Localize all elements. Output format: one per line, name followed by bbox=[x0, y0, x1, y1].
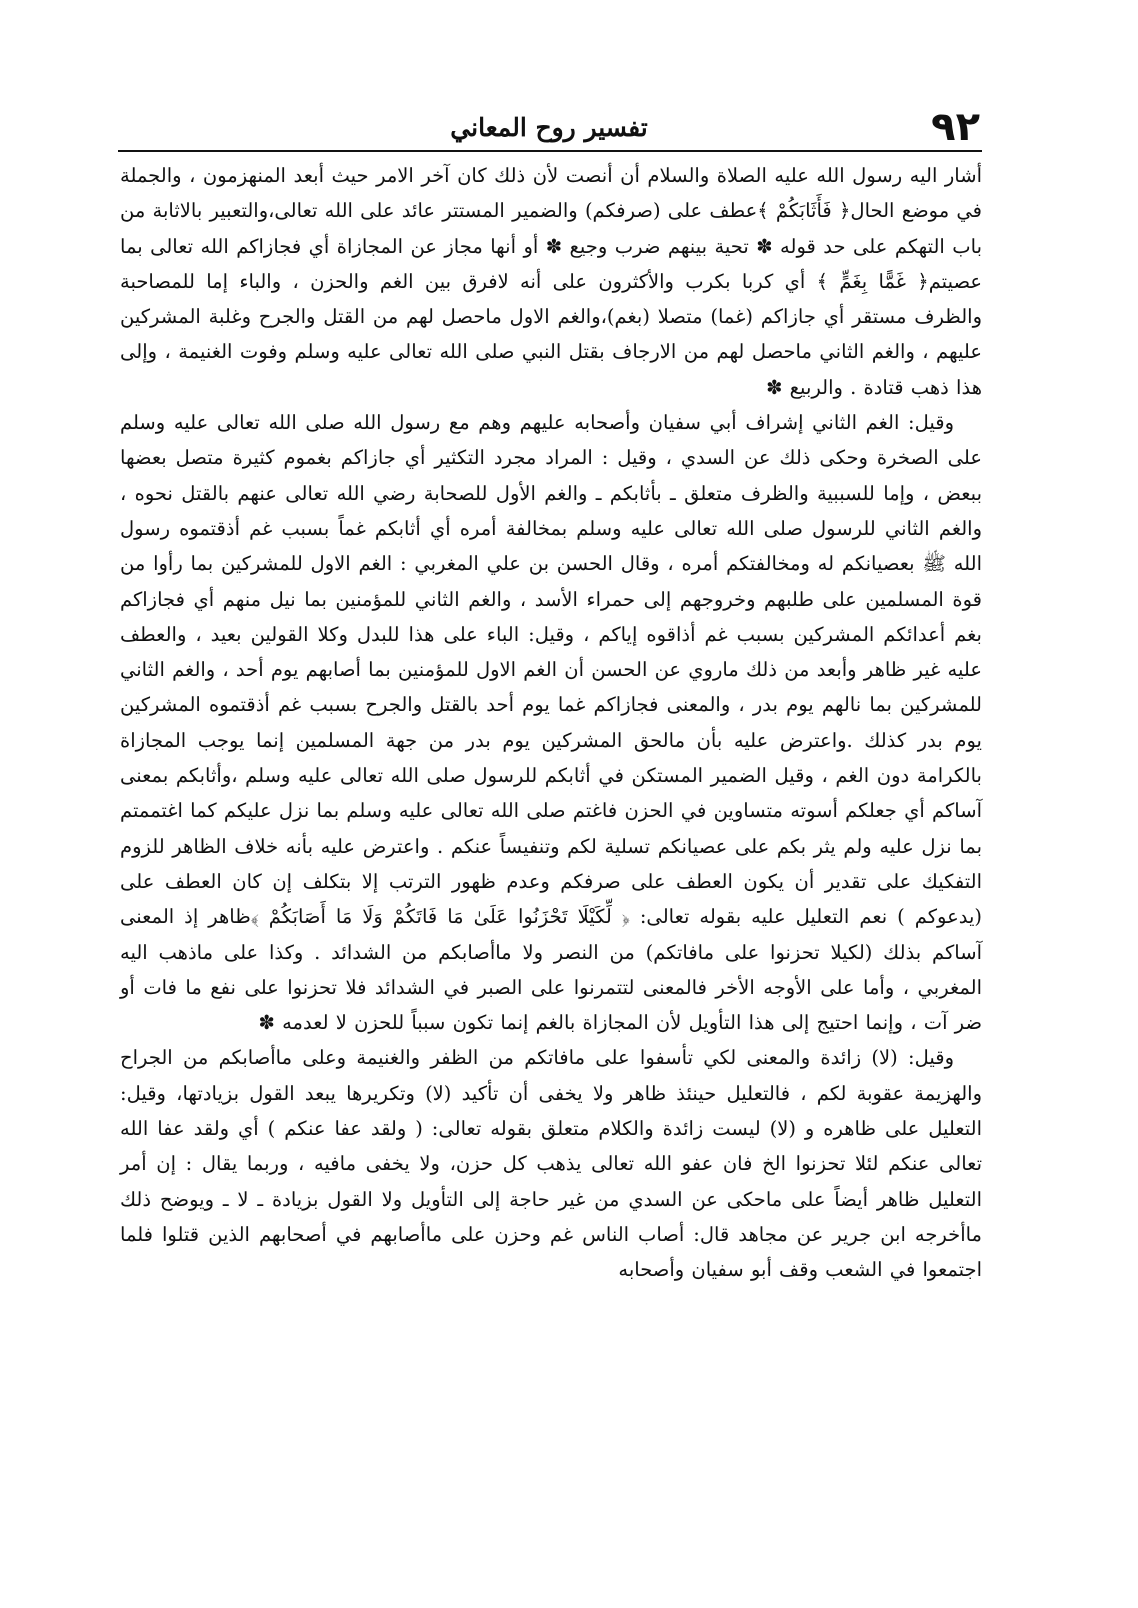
body-text bbox=[120, 158, 982, 1288]
page-number: ٩٢ bbox=[931, 104, 980, 150]
paragraph-2: وقيل: الغم الثاني إشراف أبي سفيان وأصحابه عليهم وهم مع رسول الله صلى الله تعالى عليه وسلم على الصخرة وحكى ذلك عن السدي ، وقيل : المراد مجرد التكثير أي جازاكم بغموم كثيرة متصل بعضها ببعض ، وإما للسببية والظرف متعلق ـ بأثابكم ـ والغم الأول للصحابة رضي الله تعالى عنهم بالقتل نحوه ، والغم الثاني للرسول صلى الله تعالى عليه وسلم بمخالفة أمره أي أثابكم غماً بسبب غم أذقتموه رسول الله ﷺ بعصيانكم له ومخالفتكم أمره ، وقال الحسن بن علي المغربي : الغم الاول للمشركين بما رأوا من قوة المسلمين على طلبهم وخروجهم إلى حمراء الأسد ، والغم الثاني للمؤمنين بما نيل منهم أي فجازاكم بغم أعدائكم المشركين بسبب غم أذاقوه إياكم ، وقيل: الباء على هذا للبدل وكلا القولين بعيد ، والعطف عليه غير ظاهر وأبعد من ذلك ماروي عن الحسن أن الغم الاول للمؤمنين بما أصابهم يوم أحد ، والغم الثاني للمشركين بما نالهم يوم بدر ، والمعنى فجازاكم غما يوم أحد بالقتل والجرح بسبب غم أذقتموه المشركين يوم بدر كذلك .واعترض عليه بأن مالحق المشركين يوم بدر من جهة المسلمين إنما يوجب المجازاة بالكرامة دون الغم ، وقيل الضمير المستكن في أثابكم للرسول صلى الله تعالى عليه وسلم ،وأثابكم بمعنى آساكم أي جعلكم أسوته متساوين في الحزن فاغتم صلى الله تعالى عليه وسلم بما نزل عليكم كما اغتممتم بما نزل عليه ولم يثر بكم على عصيانكم تسلية لكم وتنفيساً عنكم . واعترض عليه بأنه خلاف الظاهر للزوم التفكيك على تقدير أن يكون العطف على صرفكم وعدم ظهور الترتب إلا بتكلف إن كان العطف على (يدعوكم ) نعم التعليل عليه بقوله تعالى: ﴿ لِّكَيْلَا تَحْزَنُوا عَلَىٰ مَا فَاتَكُمْ وَلَا مَا أَصَابَكُمْ ﴾ظاهر إذ المعنى آساكم بذلك (لكيلا تحزنوا على مافاتكم) من النصر ولا ماأصابكم من الشدائد . وكذا على ماذهب اليه المغربي ، وأما على الأوجه الأخر فالمعنى لتتمرنوا على الصبر في الشدائد فلا تحزنوا على نفع ما فات أو ضر آت ، وإنما احتيج إلى هذا التأويل لأن المجازاة بالغم إنما تكون سبباً للحزن لا لعدمه ✽ bbox=[120, 411, 982, 1035]
page-header bbox=[118, 104, 980, 150]
paragraph-1: أشار اليه رسول الله عليه الصلاة والسلام أن أنصت لأن ذلك كان آخر الامر حيث أبعد المنهزمون ، والجملة في موضع الحال﴿ فَأَثَابَكُمْ ﴾عطف على (صرفكم) والضمير المستتر عائد على الله تعالى،والتعبير بالاثابة من باب التهكم على حد قوله ✽ تحية بينهم ضرب وجيع ✽ أو أنها مجاز عن المجازاة أي فجازاكم الله تعالى بما عصيتم﴿ غَمًّا بِغَمٍّ ﴾ أي كربا بكرب والأكثرون على أنه لافرق بين الغم والحزن ، والباء إما للمصاحبة والظرف مستقر أي جازاكم (غما) متصلا (بغم)،والغم الاول ماحصل لهم من القتل والجرح وغلبة المشركين عليهم ، والغم الثاني ماحصل لهم من الارجاف بقتل النبي صلى الله تعالى عليه وسلم وفوت الغنيمة ، وإلى هذا ذهب قتادة . والربيع ✽ bbox=[120, 164, 982, 399]
running-title: تفسير روح المعاني bbox=[450, 113, 648, 142]
paragraph-3: وقيل: (لا) زائدة والمعنى لكي تأسفوا على مافاتكم من الظفر والغنيمة وعلى ماأصابكم من الجراح والهزيمة عقوبة لكم ، فالتعليل حينئذ ظاهر ولا يخفى أن تأكيد (لا) وتكريرها يبعد القول بزيادتها، وقيل: التعليل على ظاهره و (لا) ليست زائدة والكلام متعلق بقوله تعالى: ( ولقد عفا عنكم ) أي ولقد عفا الله تعالى عنكم لئلا تحزنوا الخ فان عفو الله تعالى يذهب كل حزن، ولا يخفى مافيه ، وربما يقال : إن أمر التعليل ظاهر أيضاً على ماحكى عن السدي من غير حاجة إلى التأويل ولا القول بزيادة ـ لا ـ ويوضح ذلك ماأخرجه ابن جرير عن مجاهد قال: أصاب الناس غم وحزن على ماأصابهم في أصحابهم الذين قتلوا فلما اجتمعوا في الشعب وقف أبو سفيان وأصحابه bbox=[120, 1046, 982, 1282]
header-rule bbox=[118, 150, 982, 152]
